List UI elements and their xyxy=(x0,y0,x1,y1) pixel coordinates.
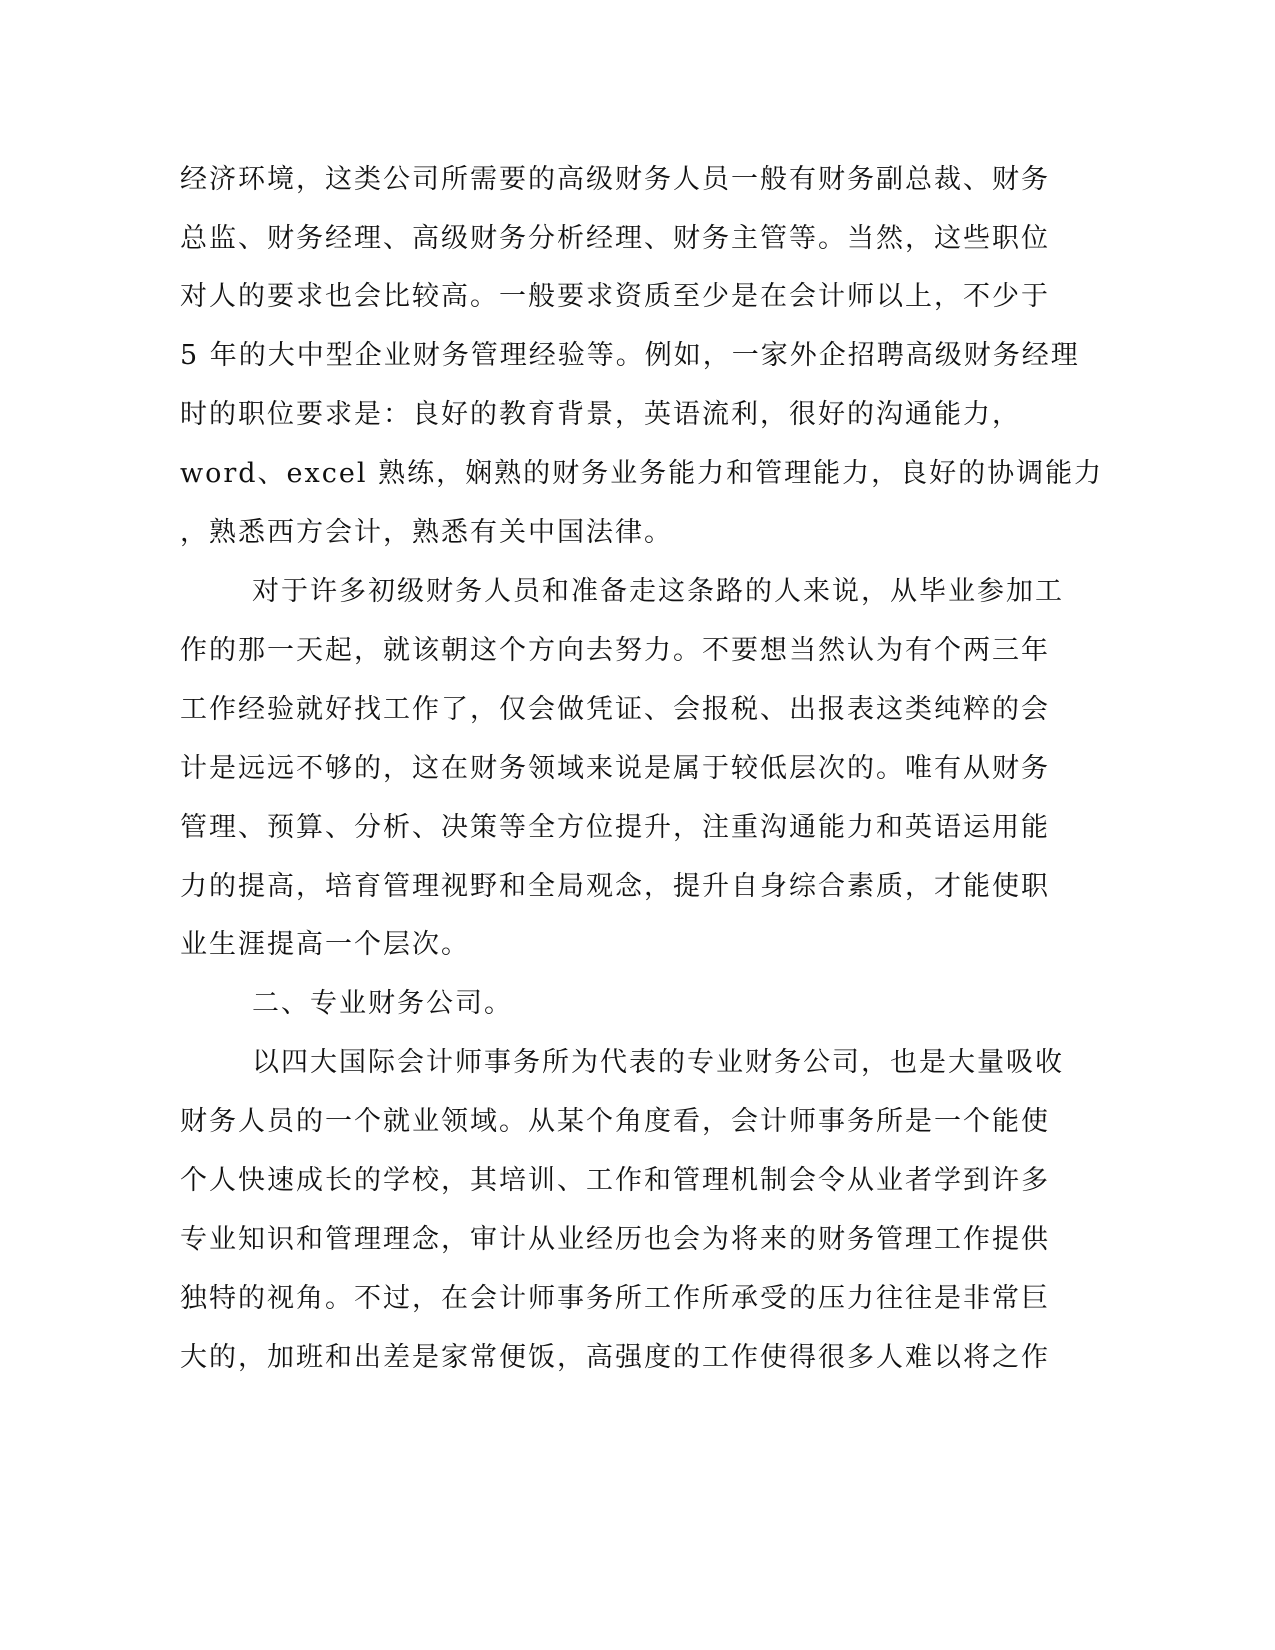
text-line: 专业知识和管理理念，审计从业经历也会为将来的财务管理工作提供 xyxy=(180,1224,1050,1255)
text-line: ，熟悉西方会计，熟悉有关中国法律。 xyxy=(180,517,673,548)
text-line: 总监、财务经理、高级财务分析经理、财务主管等。当然，这些职位 xyxy=(180,223,1050,254)
text-line: word、excel 熟练，娴熟的财务业务能力和管理能力，良好的协调能力 xyxy=(180,458,1104,489)
text-line: 工作经验就好找工作了，仅会做凭证、会报税、出报表这类纯粹的会 xyxy=(180,694,1050,725)
text-line: 力的提高，培育管理视野和全局观念，提升自身综合素质，才能使职 xyxy=(180,871,1050,902)
text-line: 个人快速成长的学校，其培训、工作和管理机制会令从业者学到许多 xyxy=(180,1165,1050,1196)
text-line: 独特的视角。不过，在会计师事务所工作所承受的压力往往是非常巨 xyxy=(180,1283,1050,1314)
text-line: 业生涯提高一个层次。 xyxy=(180,929,470,960)
text-line: 对人的要求也会比较高。一般要求资质至少是在会计师以上，不少于 xyxy=(180,281,1050,312)
text-line: 时的职位要求是：良好的教育背景，英语流利，很好的沟通能力， xyxy=(180,399,1021,430)
text-line: 大的，加班和出差是家常便饭，高强度的工作使得很多人难以将之作 xyxy=(180,1342,1050,1373)
text-line: 计是远远不够的，这在财务领域来说是属于较低层次的。唯有从财务 xyxy=(180,753,1050,784)
text-line: 经济环境，这类公司所需要的高级财务人员一般有财务副总裁、财务 xyxy=(180,164,1050,195)
text-line: 管理、预算、分析、决策等全方位提升，注重沟通能力和英语运用能 xyxy=(180,812,1050,843)
paragraph-start-line: 对于许多初级财务人员和准备走这条路的人来说，从毕业参加工 xyxy=(252,576,1064,607)
paragraph-start-line: 以四大国际会计师事务所为代表的专业财务公司，也是大量吸收 xyxy=(252,1047,1064,1078)
text-line: 5 年的大中型企业财务管理经验等。例如，一家外企招聘高级财务经理 xyxy=(180,340,1080,371)
section-heading: 二、专业财务公司。 xyxy=(252,988,513,1019)
text-line: 作的那一天起，就该朝这个方向去努力。不要想当然认为有个两三年 xyxy=(180,635,1050,666)
text-line: 财务人员的一个就业领域。从某个角度看，会计师事务所是一个能使 xyxy=(180,1106,1050,1137)
